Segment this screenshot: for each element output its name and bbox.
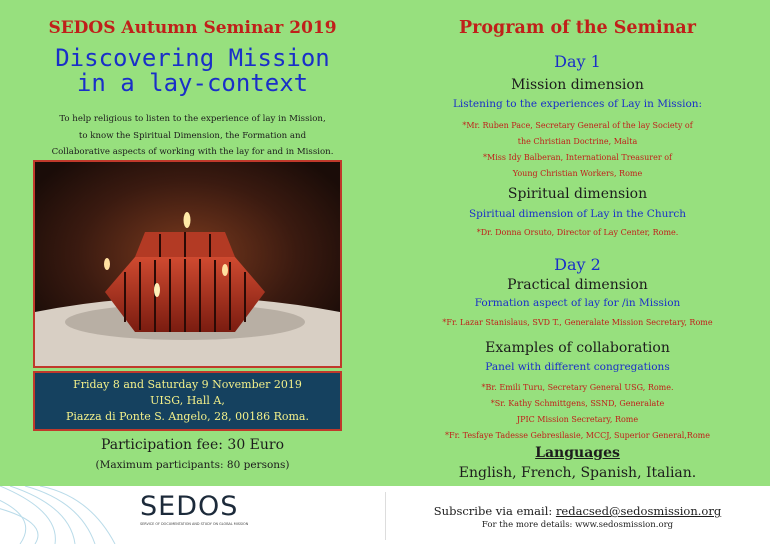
participation-fee: Participation fee: 30 Euro bbox=[100, 437, 285, 453]
day1-heading: Day 1 bbox=[554, 52, 601, 71]
event-details-box bbox=[33, 371, 342, 431]
intro-line: Collaborative aspects of working with the lay for and in Mission. bbox=[51, 147, 334, 157]
practical-subtitle: Formation aspect of lay for /in Mission bbox=[474, 297, 681, 309]
languages-heading: Languages bbox=[535, 445, 620, 461]
spiritual-subtitle: Spiritual dimension of Lay in the Church bbox=[468, 208, 687, 220]
speaker-line: *Sr. Kathy Schmittgens, SSND, Generalate bbox=[490, 399, 665, 408]
practical-dimension-heading: Practical dimension bbox=[507, 277, 648, 293]
speaker-line: *Mr. Ruben Pace, Secretary General of the lay Society of bbox=[462, 121, 693, 130]
sedos-logo-text: SEDOS bbox=[140, 491, 239, 522]
sedos-logo-tagline: SERVICE OF DOCUMENTATION AND STUDY ON GLOBAL MISSION bbox=[140, 522, 249, 526]
mission-subtitle: Listening to the experiences of Lay in Mission: bbox=[452, 98, 703, 110]
event-date: Friday 8 and Saturday 9 November 2019 bbox=[73, 378, 302, 391]
speaker-line: JPIC Mission Secretary, Rome bbox=[516, 415, 639, 424]
max-participants: (Maximum participants: 80 persons) bbox=[95, 459, 290, 471]
program-title: Program of the Seminar bbox=[458, 18, 696, 38]
footer bbox=[0, 486, 770, 544]
practical-speaker: *Fr. Lazar Stanislaus, SVD T., Generalate Mission Secretary, Rome bbox=[442, 318, 713, 327]
candle-lantern-photo bbox=[33, 160, 342, 368]
seminar-header: SEDOS Autumn Seminar 2019 bbox=[48, 18, 337, 38]
speaker-line: *Miss Idy Balberan, International Treasurer of bbox=[483, 153, 672, 162]
details-line: For the more details: www.sedosmission.org bbox=[481, 520, 674, 530]
speaker-line: Young Christian Workers, Rome bbox=[512, 169, 643, 178]
subscribe-line bbox=[385, 504, 770, 518]
seminar-title-line2: in a lay-context bbox=[76, 69, 309, 97]
event-venue: UISG, Hall A, bbox=[150, 394, 225, 407]
sedos-logo bbox=[140, 491, 249, 532]
languages-list: English, French, Spanish, Italian. bbox=[458, 465, 697, 481]
speaker-line: the Christian Doctrine, Malta bbox=[517, 137, 638, 146]
subscribe-label: Subscribe via email: bbox=[433, 504, 556, 518]
seminar-title-line1: Discovering Mission bbox=[55, 44, 330, 72]
event-address: Piazza di Ponte S. Angelo, 28, 00186 Roma. bbox=[66, 410, 309, 423]
intro-line: To help religious to listen to the experience of lay in Mission, bbox=[59, 114, 326, 124]
speaker-line: *Br. Emili Turu, Secretary General USG, Rome. bbox=[481, 383, 674, 392]
day2-heading: Day 2 bbox=[554, 255, 601, 274]
spiritual-dimension-heading: Spiritual dimension bbox=[507, 186, 648, 202]
mission-speakers bbox=[385, 118, 770, 182]
collaboration-speakers bbox=[385, 380, 770, 444]
intro-text bbox=[0, 111, 385, 161]
spiritual-speaker: *Dr. Donna Orsuto, Director of Lay Center, Rome. bbox=[476, 228, 679, 237]
collaboration-heading: Examples of collaboration bbox=[485, 340, 670, 356]
decorative-swirl bbox=[0, 486, 120, 544]
intro-line: to know the Spiritual Dimension, the Formation and bbox=[78, 130, 307, 141]
mission-dimension-heading: Mission dimension bbox=[511, 77, 644, 93]
collaboration-subtitle: Panel with different congregations bbox=[485, 361, 670, 373]
speaker-line: *Fr. Tesfaye Tadesse Gebresilasie, MCCJ, Superior General,Rome bbox=[445, 431, 710, 440]
subscribe-email-link[interactable]: redacsed@sedosmission.org bbox=[555, 504, 722, 518]
